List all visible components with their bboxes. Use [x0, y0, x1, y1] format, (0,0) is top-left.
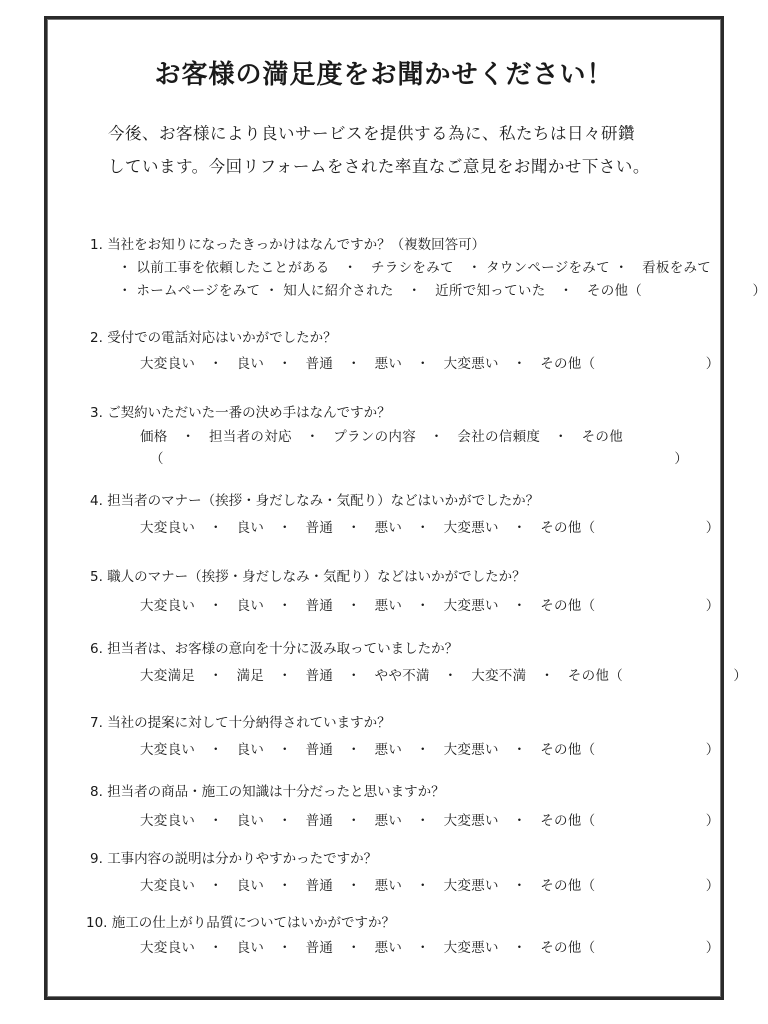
- question-text: 受付での電話対応はいかがでしたか？: [107, 330, 337, 346]
- question-10-options: 大変良い ・ 良い ・ 普通 ・ 悪い ・ 大変悪い ・ その他（ ）: [140, 940, 720, 956]
- question-number: 3.: [90, 405, 103, 421]
- question-number: 8.: [90, 784, 103, 800]
- question-4-options: 大変良い ・ 良い ・ 普通 ・ 悪い ・ 大変悪い ・ その他（ ）: [140, 520, 720, 536]
- question-2-options: 大変良い ・ 良い ・ 普通 ・ 悪い ・ 大変悪い ・ その他（ ）: [140, 356, 720, 372]
- question-1-options-line-1: ・ 以前工事を依頼したことがある ・ チラシをみて ・ タウンページをみて ・ 看板をみて: [118, 260, 712, 276]
- question-number: 4.: [90, 493, 103, 509]
- question-text: 職人のマナー（挨拶・身だしなみ・気配り）などはいかがでしたか？: [107, 569, 526, 585]
- question-8: [90, 780, 445, 800]
- question-text: 施工の仕上がり品質についてはいかがですか？: [111, 915, 396, 931]
- question-3-options: 価格 ・ 担当者の対応 ・ プランの内容 ・ 会社の信頼度 ・ その他: [140, 429, 623, 445]
- question-8-options: 大変良い ・ 良い ・ 普通 ・ 悪い ・ 大変悪い ・ その他（ ）: [140, 813, 720, 829]
- question-5: [90, 565, 526, 585]
- question-number: 1.: [90, 237, 103, 253]
- question-text: 当社をお知りになったきっかけはなんですか？（複数回答可）: [107, 237, 486, 253]
- question-text: 工事内容の説明は分かりやすかったですか？: [107, 851, 378, 867]
- question-number: 9.: [90, 851, 103, 867]
- question-10: [86, 911, 395, 931]
- question-9: [90, 847, 377, 867]
- question-number: 2.: [90, 330, 103, 346]
- question-text: ご契約いただいた一番の決め手はなんですか？: [107, 405, 391, 421]
- page-title: お客様の満足度をお聞かせください！: [154, 60, 614, 90]
- question-1-options-line-2: ・ ホームページをみて ・ 知人に紹介された ・ 近所で知っていた ・ その他（ ）: [118, 283, 767, 299]
- question-text: 担当者は、お客様の意向を十分に汲み取っていましたか？: [107, 641, 459, 657]
- question-7-options: 大変良い ・ 良い ・ 普通 ・ 悪い ・ 大変悪い ・ その他（ ）: [140, 742, 720, 758]
- intro-line-1: 今後、お客様により良いサービスを提供する為に、私たちは日々研鑽: [108, 124, 635, 143]
- question-5-options: 大変良い ・ 良い ・ 普通 ・ 悪い ・ 大変悪い ・ その他（ ）: [140, 598, 720, 614]
- question-3: [90, 401, 391, 421]
- question-number: 10.: [86, 915, 108, 931]
- question-6-options: 大変満足 ・ 満足 ・ 普通 ・ やや不満 ・ 大変不満 ・ その他（ ）: [140, 668, 748, 684]
- question-3-other-blank: （ ）: [150, 451, 689, 467]
- question-1: [90, 233, 485, 253]
- question-number: 6.: [90, 641, 103, 657]
- question-number: 7.: [90, 715, 103, 731]
- question-text: 担当者の商品・施工の知識は十分だったと思いますか？: [107, 784, 445, 800]
- question-9-options: 大変良い ・ 良い ・ 普通 ・ 悪い ・ 大変悪い ・ その他（ ）: [140, 878, 720, 894]
- question-2: [90, 326, 337, 346]
- intro-line-2: しています。今回リフォームをされた率直なご意見をお聞かせ下さい。: [108, 157, 650, 176]
- question-number: 5.: [90, 569, 103, 585]
- question-text: 当社の提案に対して十分納得されていますか？: [107, 715, 391, 731]
- question-4: [90, 489, 539, 509]
- question-6: [90, 637, 458, 657]
- question-text: 担当者のマナー（挨拶・身だしなみ・気配り）などはいかがでしたか？: [107, 493, 540, 509]
- question-7: [90, 711, 391, 731]
